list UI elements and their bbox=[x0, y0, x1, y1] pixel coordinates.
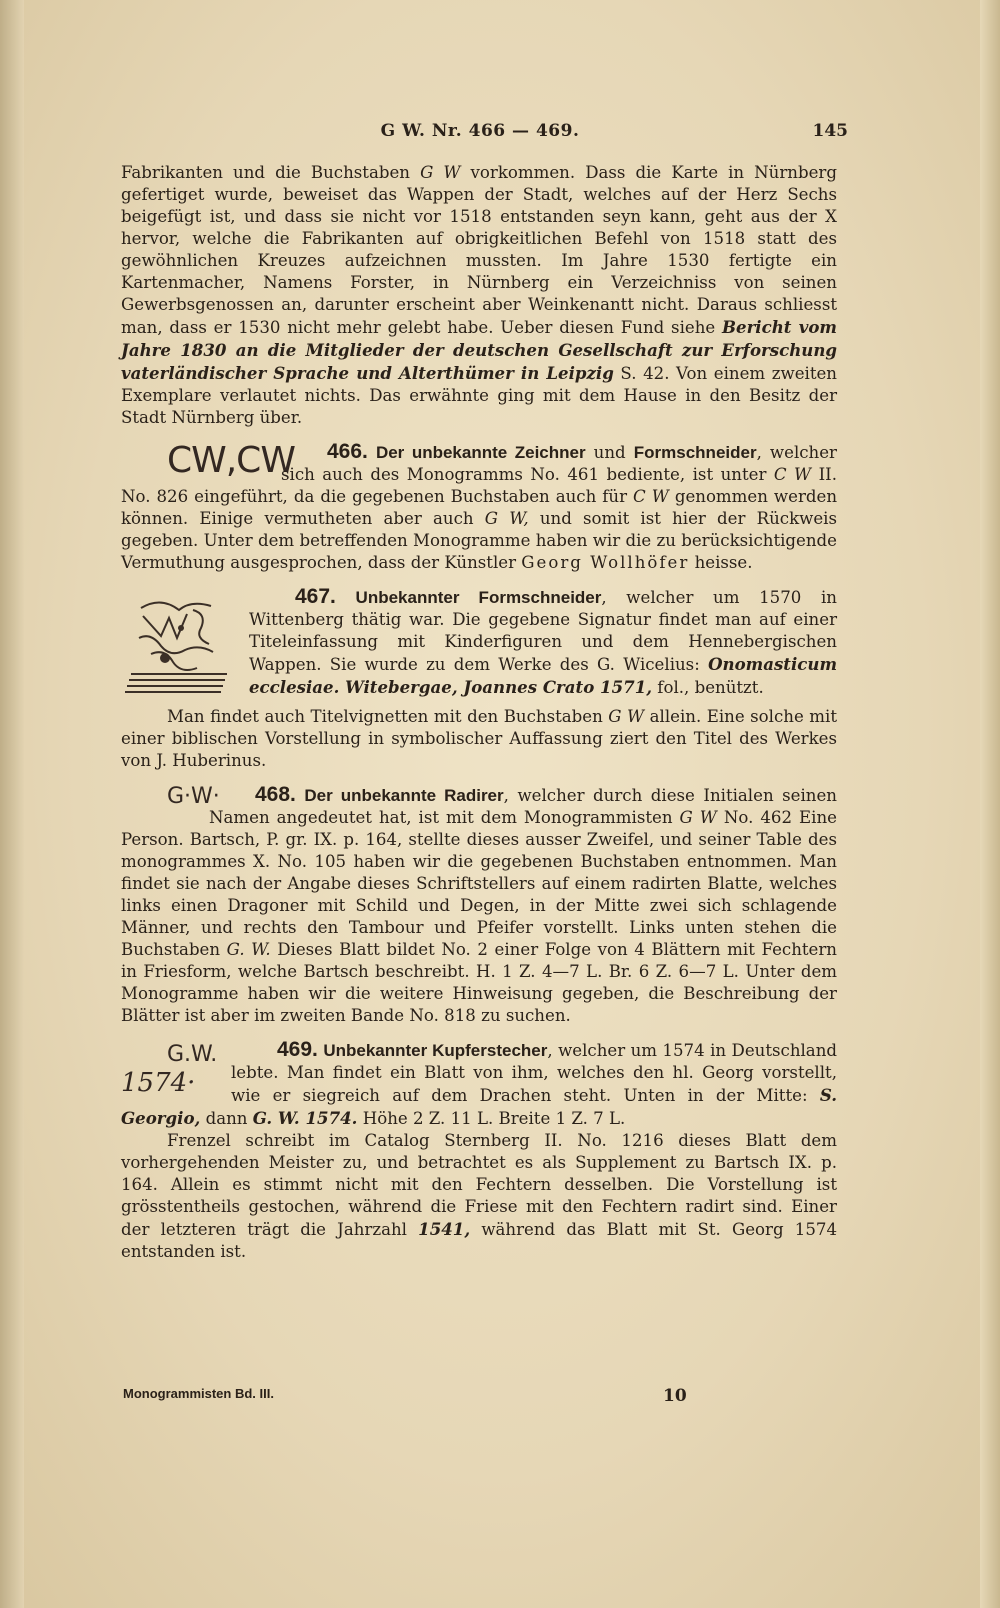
page-header bbox=[120, 121, 848, 145]
entry-title: Der unbekannte Radirer bbox=[304, 786, 504, 805]
literature-reference: Onomasticum ecclesiae. Witebergae, Joannes Crato 1571, bbox=[249, 654, 837, 697]
page-edge-left bbox=[0, 0, 24, 1608]
entry-title: Der unbekannte Zeichner bbox=[375, 443, 586, 462]
monogram-cw: CW,CW bbox=[167, 440, 295, 481]
literature-reference: Bericht vom Jahre 1830 an die Mitglieder der deutschen Gesellschaft zur Erforschung vaterländischer Sprache und Alterthümer in Leipzig bbox=[121, 317, 837, 383]
page-body bbox=[121, 162, 837, 1263]
entry-title: Unbekannter Formschneider bbox=[355, 588, 602, 607]
page-footer bbox=[123, 1386, 839, 1410]
entry-467: 467. Unbekannter Formschneider , welcher um 1570 in Wittenberg thätig war. Die gegebene Signatur findet man auf einer Titeleinfassung mit Kinderfiguren und dem Hennebergischen Wappen. Sie wurde zu dem Werke des G. Wicelius: Onomasticum ecclesiae. Witebergae, Joannes Crato 1571, fol., benützt. Man findet auch Titelvignetten mit den Buchstaben G W allein. Eine solche mit einer biblischen Vorstellung in symbolischer Auffassung ziert den Titel des Werkes von J. Huberinus. bbox=[121, 585, 838, 770]
woodcut-signature-icon bbox=[121, 588, 239, 706]
printer-signature: 10 bbox=[663, 1386, 687, 1406]
entry-466: 466. Der unbekannte Zeichner und Formschneider CW,CW , welcher sich auch des Monogramms No. 461 bediente, ist unter C W II. No. 826 eingeführt, da die gegebenen Buchstaben auch für C W genommen werden können. Einige vermutheten aber auch G W, und somit ist hier der Rückweis gegeben. Unter dem betreffenden Monogramme haben wir die zu berücksichtigende Vermuthung ausgesprochen, dass der Künstler Georg Wollhöfer heisse. bbox=[121, 440, 838, 572]
entry-title: Unbekannter Kupferstecher bbox=[323, 1041, 548, 1060]
artist-name: Georg Wollhöfer bbox=[521, 553, 690, 572]
entry-number: 467. bbox=[295, 585, 336, 608]
intro-paragraph: Fabrikanten und die Buchstaben G W vorkommen. Dass die Karte in Nürnberg gefertiget wurde, beweiset das Wappen der Stadt, welches auf der Herz Sechs beigefügt ist, und dass sie nicht vor 1518 entstanden seyn kann, geht aus der X hervor, welche die Fabrikanten auf obrigkeitlichen Befehl von 1518 statt des gewöhnlichen Kreuzes aufzeichnen mussten. Im Jahre 1530 fertigte ein Kartenmacher, Namens Forster, in Nürnberg ein Verzeichniss von seinen Gewerbsgenossen an, darunter erscheint aber Weinkenantt nicht. Daraus schliesst man, dass er 1530 nicht mehr gelebt habe. Ueber diesen Fund siehe Bericht vom Jahre 1830 an die Mitglieder der deutschen Gesellschaft zur Erforschung vaterländischer Sprache und Alterthümer in Leipzig S. 42. Von einem zweiten Exemplare verlautet nichts. Das erwähnte ging mit dem Hause in den Besitz der Stadt Nürnberg über. bbox=[121, 163, 837, 427]
entry-468: 468. Der unbekannte Radirer G·W· , welcher durch diese Initialen seinen Namen angedeutet hat, ist mit dem Monogrammisten G W No. 462 Eine Person. Bartsch, P. gr. IX. p. 164, stellte dieses ausser Zweifel, und seiner Table des monogrammes X. No. 105 haben wir die gegebenen Buchstaben entnommen. Man findet sie nach der Angabe dieses Schriftstellers auf einem radirten Blatte, welches links einen Dragoner mit Schild und Degen, in der Mitte zwei sich schlagende Männer, und rechts den Tambour und Pfeifer vorstellt. Links unten stehen die Buchstaben G. W. Dieses Blatt bildet No. 2 einer Folge von 4 Blättern mit Fechtern in Friesform, welche Bartsch beschreibt. H. 1 Z. 4—7 L. Br. 6 Z. 6—7 L. Unter dem Monogramme haben wir die weitere Hinweisung gegeben, die Beschreibung der Blätter ist aber im zweiten Bande No. 818 zu suchen. bbox=[121, 783, 837, 1025]
monogram-gw-1574: G.W. 1574· bbox=[121, 1042, 218, 1098]
running-title: G W. Nr. 466 — 469. bbox=[380, 121, 580, 141]
entry-469: 469. Unbekannter Kupferstecher G.W. 1574· , welcher um 1574 in Deutschland lebte. Man findet ein Blatt von ihm, welches den hl. Georg vorstellt, wie er siegreich auf dem Drachen steht. Unten in der Mitte: S. Georgio, dann G. W. 1574. Höhe 2 Z. 11 L. Breite 1 Z. 7 L. Frenzel schreibt im Catalog Sternberg II. No. 1216 dieses Blatt dem vorhergehenden Meister zu, und betrachtet es als Supplement zu Bartsch IX. p. 164. Allein es stimmt nicht mit den Fechtern desselben. Die Vorstellung ist grösstentheils gestochen, während die Friese mit den Fechtern radirt sind. Einer der letzteren trägt die Jahrzahl 1541, während das Blatt mit St. Georg 1574 entstanden ist. bbox=[121, 1038, 838, 1261]
monogram-gw: G·W· bbox=[167, 784, 220, 809]
entry-number: 468. bbox=[255, 783, 296, 806]
page-number: 145 bbox=[812, 121, 848, 141]
page-edge-right bbox=[980, 0, 1000, 1608]
series-label: Monogrammisten Bd. III. bbox=[123, 1386, 274, 1401]
entry-number: 469. bbox=[277, 1038, 318, 1061]
entry-number: 466. bbox=[327, 440, 368, 463]
